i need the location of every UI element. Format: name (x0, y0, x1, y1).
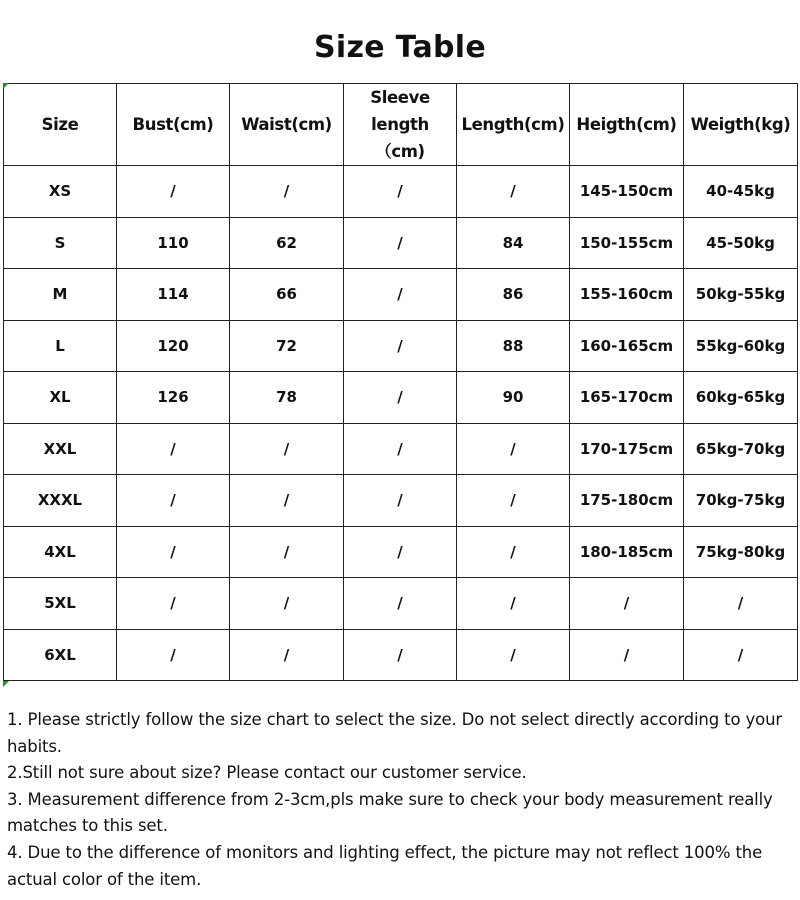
cell-height: 160-165cm (570, 320, 684, 372)
header-length: Length(cm) (457, 84, 570, 166)
cell-sleeve: / (344, 166, 457, 218)
cell-height: 175-180cm (570, 475, 684, 527)
cell-sleeve: / (344, 217, 457, 269)
table-row (4, 269, 798, 321)
cell-height: 165-170cm (570, 372, 684, 424)
notes-section (7, 707, 793, 893)
cell-weight: / (684, 578, 798, 630)
cell-size: M (4, 269, 117, 321)
cell-weight: 65kg-70kg (684, 423, 798, 475)
cell-bust: / (117, 629, 230, 681)
cell-sleeve: / (344, 372, 457, 424)
cell-bust: / (117, 423, 230, 475)
cell-bust: 114 (117, 269, 230, 321)
cell-bust: / (117, 166, 230, 218)
cell-waist: 62 (230, 217, 344, 269)
note-2: 2.Still not sure about size? Please contact our customer service. (7, 763, 527, 783)
cell-height: 155-160cm (570, 269, 684, 321)
cell-waist: / (230, 475, 344, 527)
header-waist: Waist(cm) (230, 84, 344, 166)
cell-height: 170-175cm (570, 423, 684, 475)
cell-waist: 72 (230, 320, 344, 372)
cell-bust: 120 (117, 320, 230, 372)
table-row (4, 629, 798, 681)
cell-waist: 66 (230, 269, 344, 321)
header-sleeve-line-1: Sleeve (370, 88, 430, 107)
cell-length: / (457, 578, 570, 630)
cell-size: XXL (4, 423, 117, 475)
cell-size: 4XL (4, 526, 117, 578)
cell-size: S (4, 217, 117, 269)
cell-sleeve: / (344, 475, 457, 527)
cell-height: / (570, 578, 684, 630)
note-1: 1. Please strictly follow the size chart to select the size. Do not select directly according to your habits. (7, 710, 783, 756)
header-row (4, 84, 798, 166)
cell-size: XL (4, 372, 117, 424)
table-row (4, 526, 798, 578)
cell-sleeve: / (344, 629, 457, 681)
cell-weight: 75kg-80kg (684, 526, 798, 578)
table-row (4, 423, 798, 475)
cell-sleeve: / (344, 269, 457, 321)
page-title: Size Table (313, 30, 487, 65)
cell-weight: 40-45kg (684, 166, 798, 218)
cell-height: 145-150cm (570, 166, 684, 218)
cell-size: 6XL (4, 629, 117, 681)
cell-height: / (570, 629, 684, 681)
cell-length: / (457, 166, 570, 218)
cell-height: 180-185cm (570, 526, 684, 578)
table-row (4, 578, 798, 630)
cell-height: 150-155cm (570, 217, 684, 269)
note-4: 4. Due to the difference of monitors and lighting effect, the picture may not reflect 100% the actual color of the item. (7, 842, 763, 889)
corner-mark-bottom (3, 681, 9, 687)
header-bust: Bust(cm) (117, 84, 230, 166)
cell-size: XS (4, 166, 117, 218)
header-sleeve-length (344, 84, 457, 166)
cell-weight: 70kg-75kg (684, 475, 798, 527)
cell-bust: / (117, 526, 230, 578)
header-size: Size (4, 84, 117, 166)
cell-sleeve: / (344, 578, 457, 630)
header-sleeve-line-3: （cm) (375, 142, 425, 161)
table-row (4, 166, 798, 218)
cell-sleeve: / (344, 423, 457, 475)
cell-bust: / (117, 578, 230, 630)
cell-weight: 55kg-60kg (684, 320, 798, 372)
cell-weight: 60kg-65kg (684, 372, 798, 424)
table-row (4, 320, 798, 372)
cell-length: 88 (457, 320, 570, 372)
cell-length: 84 (457, 217, 570, 269)
header-sleeve-line-2: length (371, 115, 429, 134)
cell-weight: / (684, 629, 798, 681)
table-row (4, 475, 798, 527)
header-height: Heigth(cm) (570, 84, 684, 166)
cell-length: / (457, 423, 570, 475)
cell-length: 86 (457, 269, 570, 321)
table-row (4, 217, 798, 269)
cell-waist: / (230, 629, 344, 681)
cell-bust: 110 (117, 217, 230, 269)
header-weight: Weigth(kg) (684, 84, 798, 166)
cell-waist: 78 (230, 372, 344, 424)
cell-waist: / (230, 423, 344, 475)
size-table-container (3, 83, 797, 681)
corner-mark-top (3, 83, 9, 89)
cell-length: / (457, 526, 570, 578)
cell-size: XXXL (4, 475, 117, 527)
cell-weight: 50kg-55kg (684, 269, 798, 321)
table-body (4, 166, 798, 681)
table-row (4, 372, 798, 424)
cell-size: 5XL (4, 578, 117, 630)
cell-bust: 126 (117, 372, 230, 424)
note-3: 3. Measurement difference from 2-3cm,pls make sure to check your body measurement really matches to this set. (7, 789, 773, 836)
cell-sleeve: / (344, 526, 457, 578)
cell-length: / (457, 629, 570, 681)
cell-sleeve: / (344, 320, 457, 372)
cell-waist: / (230, 578, 344, 630)
size-table (3, 83, 798, 681)
cell-size: L (4, 320, 117, 372)
cell-waist: / (230, 166, 344, 218)
cell-weight: 45-50kg (684, 217, 798, 269)
cell-length: / (457, 475, 570, 527)
cell-waist: / (230, 526, 344, 578)
cell-length: 90 (457, 372, 570, 424)
cell-bust: / (117, 475, 230, 527)
